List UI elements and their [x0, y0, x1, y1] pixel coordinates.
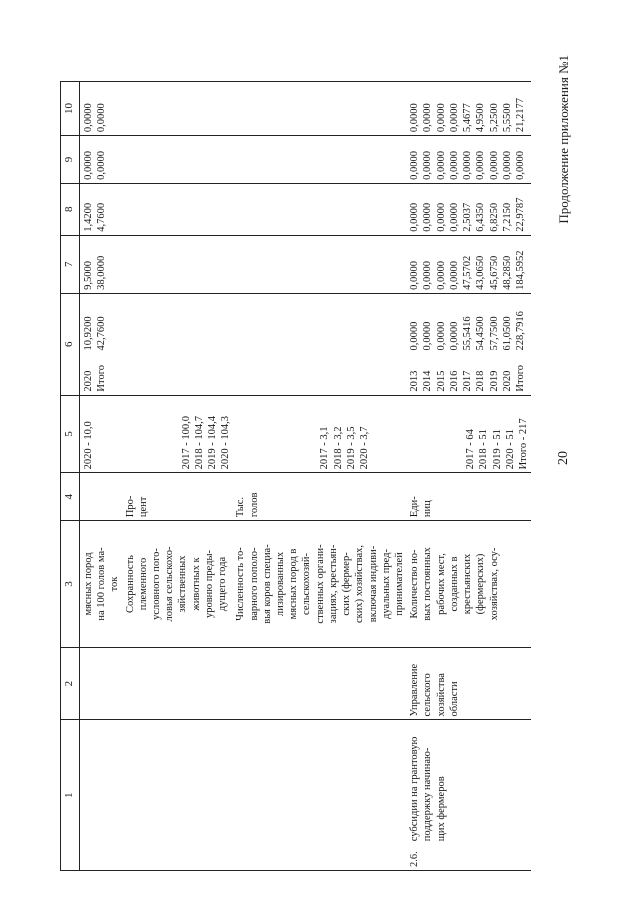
table-row: [123, 82, 234, 871]
funding-col9-cell: 0,0000 0,0000: [79, 136, 122, 184]
header-col-9: 9: [61, 136, 80, 184]
unit-cell: Тыс. голов: [233, 473, 407, 521]
header-col-5: 5: [61, 395, 80, 473]
target-values-cell: 2017 - 64 2018 - 51 2019 - 51 2020 - 51 Итого - 217: [407, 395, 531, 473]
funding-col8-cell: 1,4200 4,7600: [79, 183, 122, 235]
funding-col9-cell: 0,0000 0,0000 0,0000 0,0000 0,0000 0,0000 0,0000 0,0000 0,0000: [407, 136, 531, 184]
measure-number: 2.6.: [409, 851, 421, 867]
indicator-cell: мясных пород на 100 голов ма- ток: [79, 521, 122, 648]
unit-cell: Про- цент: [123, 473, 234, 521]
header-col-2: 2: [61, 647, 80, 720]
header-row: [61, 82, 80, 871]
target-values-cell: 2017 - 100,0 2018 - 104,7 2019 - 104,4 2020 - 104,3: [123, 395, 234, 473]
continuation-title: Продолжение приложения №1: [556, 55, 571, 224]
header-col-1: 1: [61, 720, 80, 871]
years-cell: 2020 Итого: [82, 364, 108, 392]
funding-col8-cell: 0,0000 0,0000 0,0000 0,0000 2,5037 6,4350 6,8250 7,2150 22,9787: [407, 183, 531, 235]
funding-col7-cell: 0,0000 0,0000 0,0000 0,0000 47,5702 43,0650 45,6750 48,2850 184,5952: [407, 235, 531, 293]
program-table: [60, 81, 531, 871]
years-cell: 2013 2014 2015 2016 2017 2018 2019 2020 Итого: [409, 364, 526, 392]
header-col-3: 3: [61, 521, 80, 648]
header-col-6: 6: [61, 293, 80, 395]
measure-name-cell: 2.6. субсидии на грантовую поддержку начинаю- щих фермеров: [407, 720, 531, 871]
header-col-8: 8: [61, 183, 80, 235]
table-row: [233, 82, 407, 871]
target-values-cell: 2017 - 3,1 2018 - 3,2 2019 - 3,5 2020 - 3,7: [233, 395, 407, 473]
header-col-7: 7: [61, 235, 80, 293]
page-number: 20: [556, 451, 571, 465]
indicator-cell: Количество но- вых постоянных рабочих мест, созданных в крестьянских (фермерских) хозяйствах, осу-: [407, 521, 531, 648]
table-row: [79, 82, 122, 871]
funding-total-cell: 10,9200 42,7600: [79, 293, 122, 353]
header-col-4: 4: [61, 473, 80, 521]
executor-cell: Управление сельского хозяйства области: [407, 647, 531, 720]
target-values-cell: 2020 - 10,0: [79, 395, 122, 473]
funding-total-cell: 0,0000 0,0000 0,0000 0,0000 55,5416 54,4500 57,7500 61,0500 228,7916: [407, 293, 531, 353]
indicator-cell: Численность то- варного пополо- вья коров специа- лизированных мясных пород в сельскохозяй- ственных органи- зациях, крестьян- ских (фермер- ских) хозяйствах, включая индиви- дуальных пред- принимателей: [233, 521, 407, 648]
table-row: [407, 82, 531, 871]
funding-col10-cell: 0,0000 0,0000: [79, 82, 122, 136]
header-col-10: 10: [61, 82, 80, 136]
indicator-cell: Сохранность племенного условного пого- ловья сельскохо- зяйственных животных к уровню преды- дущего года: [123, 521, 234, 648]
rotated-content: [40, 25, 600, 885]
funding-col7-cell: 9,5000 38,0000: [79, 235, 122, 293]
unit-cell: Еди- ниц: [407, 473, 531, 521]
funding-col10-cell: 0,0000 0,0000 0,0000 0,0000 5,4677 4,9500 5,2500 5,5500 21,2177: [407, 82, 531, 136]
